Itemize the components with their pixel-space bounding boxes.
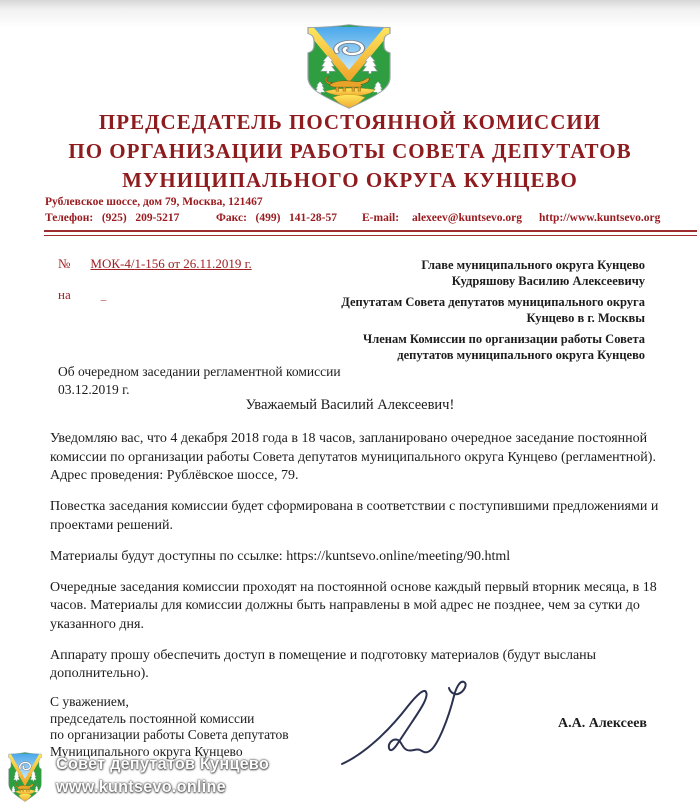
- recipient-line: Кудряшову Василию Алексеевичу: [451, 274, 645, 288]
- letterhead-title: [0, 108, 700, 195]
- subject-line: Об очередном заседании регламентной комиссии: [58, 364, 341, 379]
- email-address[interactable]: alexeev@kuntsevo.org: [412, 212, 523, 224]
- outgoing-number: МОК-4/1-156 от 26.11.2019 г.: [90, 256, 252, 271]
- recipient-line: Главе муниципального округа Кунцево: [421, 258, 645, 272]
- letterhead-divider: [44, 230, 697, 236]
- number-sign: №: [58, 256, 71, 271]
- closing-line: по организации работы Совета депутатов: [50, 727, 289, 742]
- materials-text: Материалы будут доступны по ссылке:: [50, 548, 287, 564]
- letter-body: [50, 430, 662, 696]
- recipient-commission-members: [315, 331, 645, 363]
- meeting-link[interactable]: https://kuntsevo.online/meeting/90.html: [286, 548, 511, 564]
- subject-date: 03.12.2019 г.: [58, 382, 130, 397]
- paragraph: Аппарату прошу обеспечить доступ в помещение и подготовку материалов (будут высланы дополнительно).: [50, 647, 597, 681]
- recipient-deputies: [315, 294, 645, 326]
- paragraph: [50, 548, 662, 567]
- recipient-line: Депутатам Совета депутатов муниципального округа: [341, 295, 645, 309]
- title-line-2: ПО ОРГАНИЗАЦИИ РАБОТЫ СОВЕТА ДЕПУТАТОВ: [68, 139, 632, 163]
- reference-na-row: [58, 287, 106, 303]
- letterhead-address: Рублевское шоссе, дом 79, Москва, 121467: [45, 196, 263, 208]
- closing-line: С уважением,: [50, 694, 129, 709]
- handwritten-signature: [336, 658, 486, 776]
- na-label: на: [58, 287, 71, 302]
- footer-org-name: Совет депутатов Кунцево: [56, 754, 270, 773]
- paragraph: Повестка заседания комиссии будет сформирована в соответствии с поступившими предложениями и проектами решений.: [50, 499, 659, 533]
- recipient-head-of-district: [315, 257, 645, 289]
- paragraph: Очередные заседания комиссии проходят на постоянной основе каждый первый вторник месяца, в 18 часов. Материалы для комиссии должны быть направлены в мой адрес не позднее, чем за сутки до указанного дня.: [50, 579, 657, 632]
- closing-line: Муниципального округа Кунцево: [50, 743, 243, 759]
- email-label: E-mail:: [362, 212, 400, 224]
- paragraph: Уведомляю вас, что 4 декабря 2018 года в 18 часов, запланировано очередное заседание постоянной комиссии по организации работы Совета депутатов муниципального округа Кунцево (регламентной). Адрес проведения: Рублёвское шоссе, 79.: [50, 431, 656, 483]
- recipient-line: Кунцево в г. Москвы: [526, 311, 645, 325]
- phone-number: Телефон: (925) 209-5217: [45, 212, 180, 224]
- kuntsevo-coat-of-arms: [299, 24, 399, 109]
- recipient-line: депутатов муниципального округа Кунцево: [397, 348, 645, 362]
- closing-line: председатель постоянной комиссии: [50, 710, 255, 726]
- fax-number: Факс: (499) 141-28-57: [216, 212, 337, 224]
- na-placeholder: _: [100, 290, 107, 302]
- kuntsevo-coat-of-arms-small: [5, 752, 45, 802]
- salutation: Уважаемый Василий Алексеевич!: [245, 397, 455, 413]
- closing-block: [50, 694, 289, 760]
- title-line-1: ПРЕДСЕДАТЕЛЬ ПОСТОЯННОЙ КОМИССИИ: [98, 110, 602, 134]
- footer-watermark: [56, 752, 269, 798]
- website-link[interactable]: http://www.kuntsevo.org: [539, 212, 661, 224]
- recipient-line: Членам Комиссии по организации работы Совета: [363, 332, 645, 346]
- recipients-block: [315, 257, 645, 368]
- reference-number-row: [58, 256, 252, 272]
- signer-name: А.А. Алексеев: [558, 716, 647, 731]
- subject-block: [58, 363, 341, 399]
- footer-site-link[interactable]: www.kuntsevo.online: [56, 777, 226, 796]
- title-line-3: МУНИЦИПАЛЬНОГО ОКРУГА КУНЦЕВО: [122, 168, 578, 192]
